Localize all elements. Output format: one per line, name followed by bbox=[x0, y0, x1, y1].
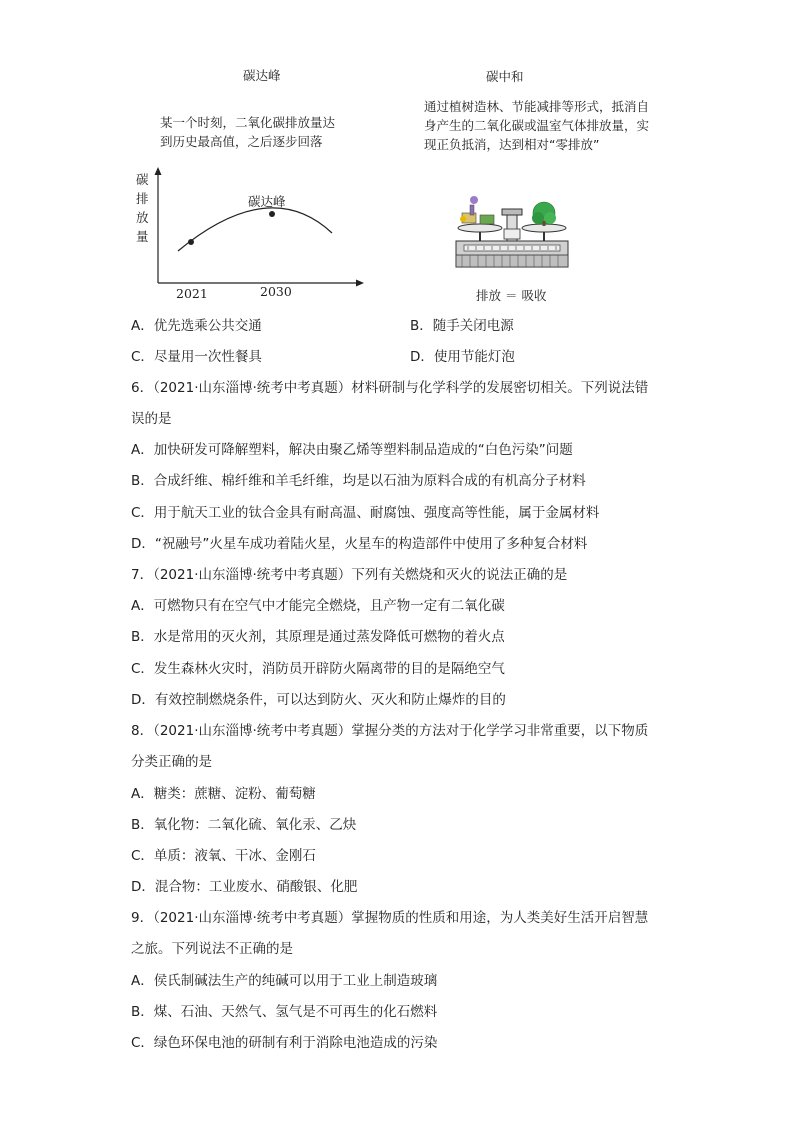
q5-option-a bbox=[131, 317, 262, 335]
q6-stem-line-2: 误的是 bbox=[131, 411, 172, 427]
left-pan bbox=[458, 224, 502, 232]
q6-stem-line-1: 6．（2021·山东淄博·统考中考真题）材料研制与化学科学的发展密切相关。下列说法错 bbox=[131, 380, 649, 396]
balance-scale-image bbox=[450, 185, 575, 280]
q6-option-d: D．“祝融号”火星车成功着陆火星，火星车的构造部件中使用了多种复合材料 bbox=[131, 536, 588, 552]
q8-option-c: C．单质：液氧、干冰、金刚石 bbox=[131, 848, 316, 864]
q8-option-d: D．混合物：工业废水、硝酸银、化肥 bbox=[131, 879, 358, 895]
q9-stem-line-1: 9．（2021·山东淄博·统考中考真题）掌握物质的性质和用途，为人类美好生活开启智慧 bbox=[131, 910, 649, 926]
point-2021 bbox=[188, 239, 194, 245]
emission-curve bbox=[178, 208, 332, 251]
option-letter: B． bbox=[410, 318, 433, 334]
q7-stem: 7．（2021·山东淄博·统考中考真题）下列有关燃烧和灭火的说法正确的是 bbox=[131, 567, 568, 583]
option-text: 优先选乘公共交通 bbox=[153, 318, 262, 334]
q7-option-c: C．发生森林火灾时，消防员开辟防火隔离带的目的是隔绝空气 bbox=[131, 661, 505, 677]
ylabel-char-3: 放 bbox=[136, 210, 149, 225]
q8-option-b: B．氧化物：二氧化硫、氧化汞、乙炔 bbox=[131, 817, 357, 833]
q5-option-d bbox=[410, 348, 515, 366]
ylabel-char-2: 排 bbox=[136, 191, 149, 206]
q9-option-a: A．侯氏制碱法生产的纯碱可以用于工业上制造玻璃 bbox=[131, 973, 438, 989]
option-text: 随手关闭电源 bbox=[432, 318, 514, 334]
peak-desc-line-2: 到历史最高值，之后逐步回落 bbox=[160, 134, 323, 149]
q7-option-a: A．可燃物只有在空气中才能完全燃烧，且产物一定有二氧化碳 bbox=[131, 598, 505, 614]
y-axis-arrow bbox=[155, 167, 162, 175]
neutral-desc-line-3: 现正负抵消，达到相对“零排放” bbox=[424, 137, 600, 152]
x-tick-2030: 2030 bbox=[260, 284, 292, 299]
q5-option-b bbox=[410, 317, 514, 335]
neutral-desc-line-2: 身产生的二氧化碳或温室气体排放量，实 bbox=[424, 118, 650, 133]
q8-stem-line-2: 分类正确的是 bbox=[131, 754, 212, 770]
q6-option-c: C．用于航天工业的钛合金具有耐高温、耐腐蚀、强度高等性能，属于金属材料 bbox=[131, 505, 600, 521]
q9-option-c: C．绿色环保电池的研制有利于消除电池造成的污染 bbox=[131, 1035, 438, 1051]
ylabel-char-1: 碳 bbox=[136, 172, 149, 187]
x-tick-2021: 2021 bbox=[176, 286, 208, 301]
x-axis-arrow bbox=[356, 280, 364, 287]
option-text: 使用节能灯泡 bbox=[433, 349, 515, 365]
q7-option-d: D．有效控制燃烧条件，可以达到防火、灭火和防止爆炸的目的 bbox=[131, 692, 506, 708]
option-letter: D． bbox=[410, 349, 434, 365]
q6-option-b: B．合成纤维、棉纤维和羊毛纤维，均是以石油为原料合成的有机高分子材料 bbox=[131, 473, 586, 489]
neutral-desc-line-1: 通过植树造林、节能减排等形式，抵消自 bbox=[424, 99, 650, 114]
option-letter: A． bbox=[131, 318, 154, 334]
peak-point-label: 碳达峰 bbox=[248, 194, 286, 209]
option-text: 尽量用一次性餐具 bbox=[153, 349, 262, 365]
q6-option-a: A．加快研发可降解塑料，解决由聚乙烯等塑料制品造成的“白色污染”问题 bbox=[131, 442, 573, 458]
q5-option-c bbox=[131, 348, 262, 366]
balance-caption: 排放 ＝ 吸收 bbox=[476, 288, 547, 303]
q8-option-a: A．糖类：蔗糖、淀粉、葡萄糖 bbox=[131, 786, 316, 802]
option-letter: C． bbox=[131, 349, 154, 365]
q9-stem-line-2: 之旅。下列说法不正确的是 bbox=[131, 941, 293, 957]
ylabel-char-4: 量 bbox=[136, 229, 149, 244]
q8-stem-line-1: 8．（2021·山东淄博·统考中考真题）掌握分类的方法对于化学学习非常重要，以下物质 bbox=[131, 723, 649, 739]
q9-option-b: B．煤、石油、天然气、氢气是不可再生的化石燃料 bbox=[131, 1004, 438, 1020]
emission-curve-graph bbox=[150, 165, 370, 290]
q7-option-b: B．水是常用的灭火剂，其原理是通过蒸发降低可燃物的着火点 bbox=[131, 629, 505, 645]
neutral-title: 碳中和 bbox=[486, 69, 524, 84]
peak-desc-line-1: 某一个时刻，二氧化碳排放量达 bbox=[160, 115, 336, 130]
peak-title: 碳达峰 bbox=[243, 68, 281, 83]
